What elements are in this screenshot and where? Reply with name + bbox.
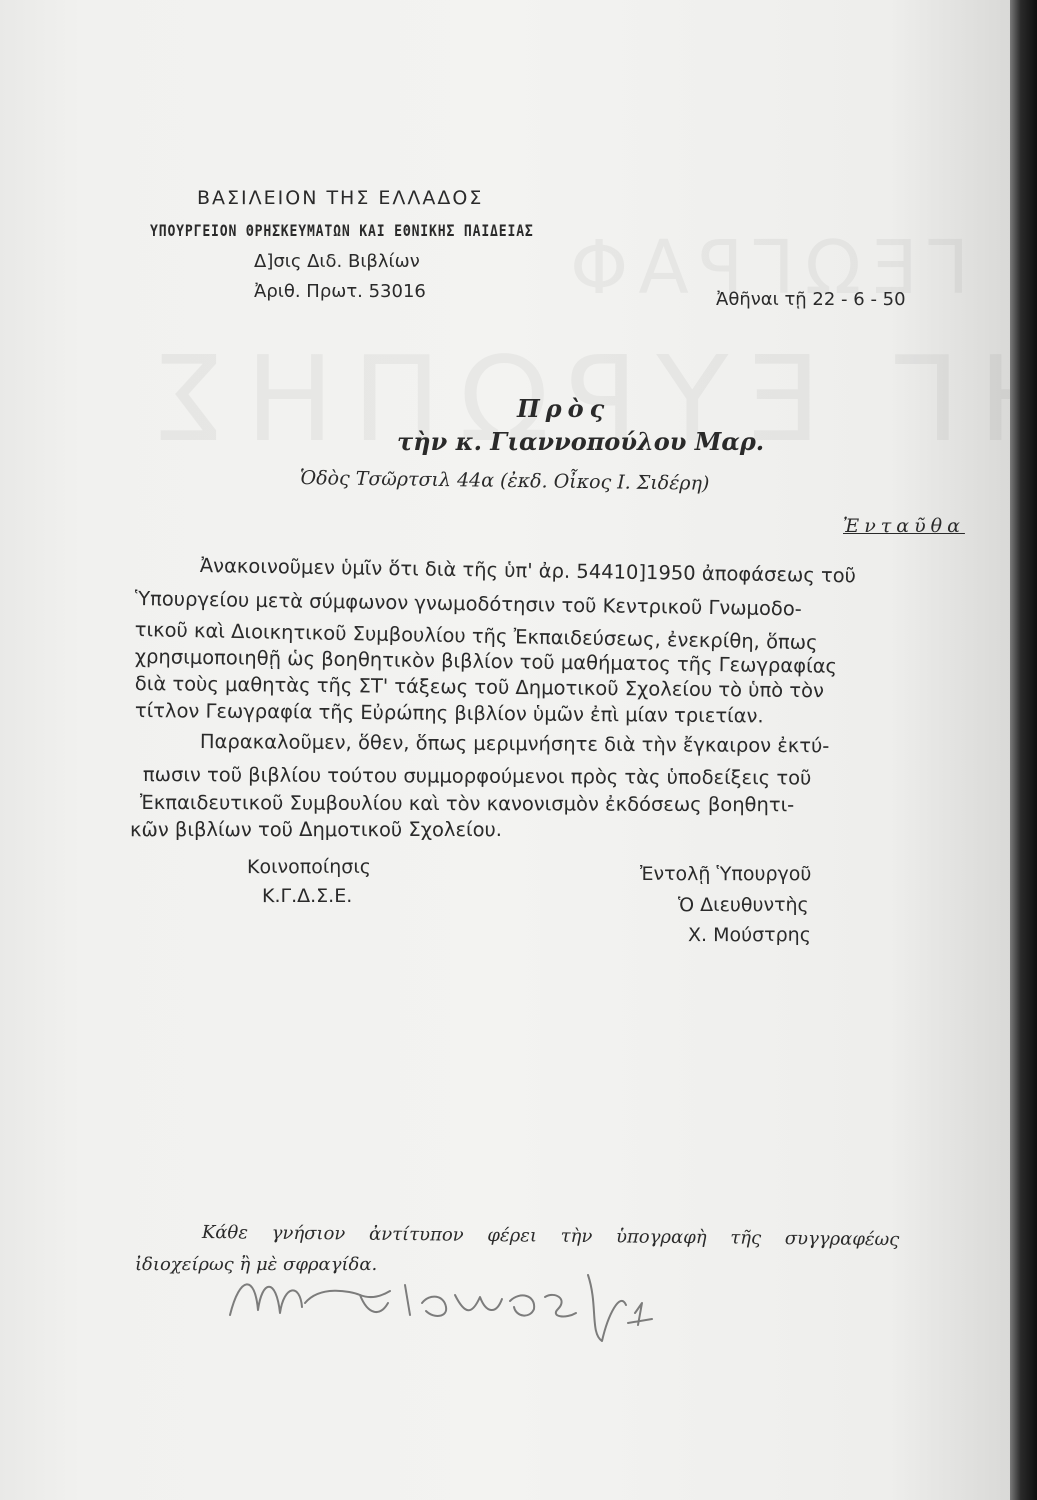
body-paragraph-1-line: Ὑπουργείου μετὰ σύμφωνον γνωμοδότησιν τοῦ Κεντρικοῦ Γνωμοδο- bbox=[134, 587, 802, 621]
cc-label: Κοινοποίησις bbox=[247, 856, 371, 878]
header-date: Ἀθῆναι τῇ 22 - 6 - 50 bbox=[716, 289, 906, 310]
header-department: Δ]σις Διδ. Βιβλίων bbox=[254, 251, 420, 272]
recipient-city: Ἐνταῦθα bbox=[843, 515, 965, 537]
body-paragraph-2-line: Παρακαλοῦμεν, ὅθεν, ὅπως μεριμνήσητε διὰ τὴν ἔγκαιρον ἐκτύ- bbox=[199, 730, 830, 758]
authenticity-note-line: ἰδιοχείρως ἢ μὲ σφραγίδα. bbox=[135, 1254, 378, 1275]
recipient-address: Ὁδὸς Τσῶρτσιλ 44α (ἐκδ. Οἶκος Ι. Σιδέρη) bbox=[299, 467, 710, 495]
recipient-name: τὴν κ. Γιαννοπούλου Μαρ. bbox=[397, 427, 765, 456]
signatory-title: Ὁ Διευθυντὴς bbox=[678, 894, 809, 916]
header-kingdom: ΒΑΣΙΛΕΙΟΝ ΤΗΣ ΕΛΛΑΔΟΣ bbox=[197, 187, 484, 209]
cc-recipient: Κ.Γ.Δ.Σ.Ε. bbox=[262, 885, 353, 907]
recipient-to: Πρὸς bbox=[517, 394, 611, 423]
header-protocol-number: Ἀριθ. Πρωτ. 53016 bbox=[254, 281, 426, 302]
body-paragraph-2-line: πωσιν τοῦ βιβλίου τούτου συμμορφούμενοι πρὸς τὰς ὑποδείξεις τοῦ bbox=[142, 763, 812, 790]
body-paragraph-1-line: τίτλον Γεωγραφία τῆς Εὐρώπης βιβλίον ὑμῶν ἐπὶ μίαν τριετίαν. bbox=[134, 699, 764, 728]
signatory-name: Χ. Μούστρης bbox=[688, 924, 811, 946]
body-paragraph-1-line: χρησιμοποιηθῇ ὡς βοηθητικὸν βιβλίον τοῦ μαθήματος τῆς Γεωγραφίας bbox=[134, 645, 838, 678]
header-ministry: ΥΠΟΥΡΓΕΙΟΝ ΘΡΗΣΚΕΥΜΑΤΩΝ ΚΑΙ ΕΘΝΙΚΗΣ ΠΑΙΔΕΙΑΣ bbox=[150, 221, 534, 240]
body-paragraph-1-line: τικοῦ καὶ Διοικητικοῦ Συμβουλίου τῆς Ἐκπαιδεύσεως, ἐνεκρίθη, ὅπως bbox=[134, 618, 818, 655]
authenticity-note-line: Κάθε γνήσιον ἀντίτυπον φέρει τὴν ὑπογραφὴ τῆς συγγραφέως bbox=[201, 1222, 900, 1251]
handwritten-signature bbox=[210, 1255, 680, 1365]
book-binding-shadow bbox=[1010, 0, 1037, 1500]
body-paragraph-1-line: διὰ τοὺς μαθητὰς τῆς ΣΤ' τάξεως τοῦ Δημοτικοῦ Σχολείου τὸ ὑπὸ τὸν bbox=[134, 672, 825, 703]
body-paragraph-2-line: κῶν βιβλίων τοῦ Δημοτικοῦ Σχολείου. bbox=[130, 818, 502, 841]
signatory-order: Ἐντολῇ Ὑπουργοῦ bbox=[640, 863, 812, 885]
body-paragraph-1-line: Ἀνακοινοῦμεν ὑμῖν ὅτι διὰ τῆς ὑπ' ἀρ. 54410]1950 ἀποφάσεως τοῦ bbox=[199, 554, 857, 588]
body-paragraph-2-line: Ἐκπαιδευτικοῦ Συμβουλίου καὶ τὸν κανονισμὸν ἐκδόσεως βοηθητι- bbox=[139, 791, 795, 817]
